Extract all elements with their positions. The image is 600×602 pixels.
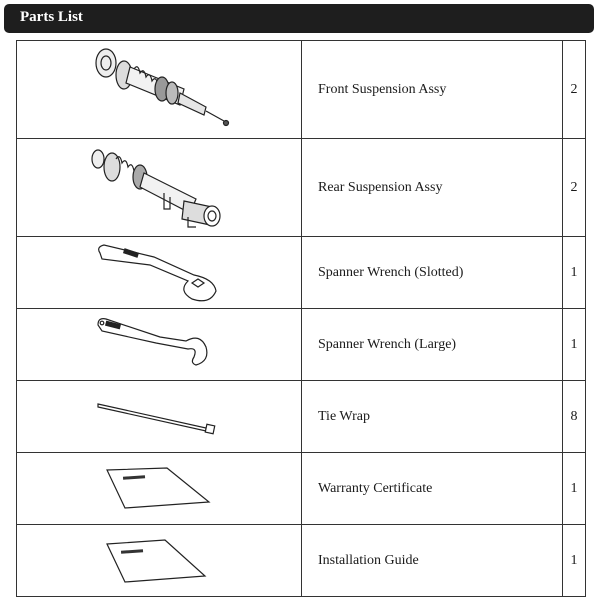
installation-guide-icon bbox=[99, 536, 219, 586]
part-name: Installation Guide bbox=[302, 525, 563, 597]
part-image-cell bbox=[17, 237, 302, 309]
page-title: Parts List bbox=[20, 9, 83, 25]
warranty-certificate-icon bbox=[99, 464, 219, 514]
part-quantity: 8 bbox=[563, 381, 586, 453]
part-image-cell bbox=[17, 453, 302, 525]
front-suspension-icon bbox=[84, 45, 234, 135]
parts-list-header bbox=[4, 4, 594, 33]
part-image-cell bbox=[17, 381, 302, 453]
part-image-cell bbox=[17, 139, 302, 237]
part-quantity: 2 bbox=[563, 139, 586, 237]
part-image-cell bbox=[17, 41, 302, 139]
rear-suspension-icon bbox=[84, 143, 234, 233]
tie-wrap-icon bbox=[94, 392, 224, 442]
part-image-cell bbox=[17, 525, 302, 597]
part-quantity: 1 bbox=[563, 309, 586, 381]
table-row bbox=[17, 381, 586, 453]
table-row bbox=[17, 237, 586, 309]
table-row bbox=[17, 453, 586, 525]
part-name: Spanner Wrench (Large) bbox=[302, 309, 563, 381]
part-quantity: 1 bbox=[563, 237, 586, 309]
slotted-spanner-wrench-icon bbox=[94, 243, 224, 303]
parts-table bbox=[16, 40, 586, 597]
part-name: Warranty Certificate bbox=[302, 453, 563, 525]
large-spanner-wrench-icon bbox=[94, 315, 224, 375]
part-name: Front Suspension Assy bbox=[302, 41, 563, 139]
part-name: Spanner Wrench (Slotted) bbox=[302, 237, 563, 309]
part-name: Tie Wrap bbox=[302, 381, 563, 453]
part-quantity: 1 bbox=[563, 453, 586, 525]
table-row bbox=[17, 41, 586, 139]
part-quantity: 2 bbox=[563, 41, 586, 139]
table-row bbox=[17, 525, 586, 597]
part-image-cell bbox=[17, 309, 302, 381]
part-name: Rear Suspension Assy bbox=[302, 139, 563, 237]
table-row bbox=[17, 309, 586, 381]
part-quantity: 1 bbox=[563, 525, 586, 597]
table-row bbox=[17, 139, 586, 237]
